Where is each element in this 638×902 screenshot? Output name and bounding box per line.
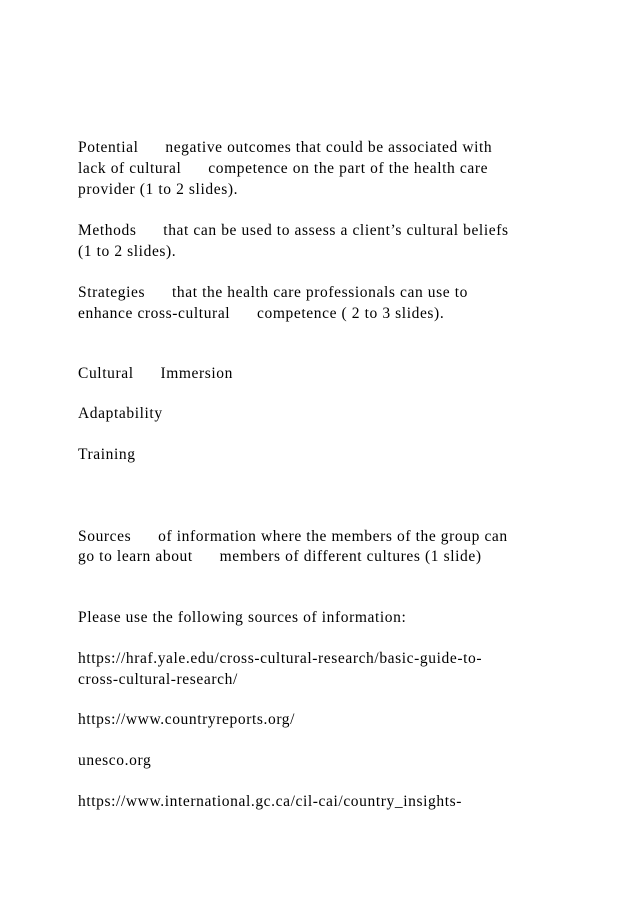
strategies-line-2: enhance cross-cultural competence ( 2 to 3 slides). (78, 305, 445, 322)
source-link-international-gc: https://www.international.gc.ca/cil-cai/country_insights- (78, 793, 463, 810)
sources-line-2: go to learn about members of different cultures (1 slide) (78, 548, 482, 565)
outcomes-line-3: provider (1 to 2 slides). (78, 181, 239, 198)
source-link-countryreports: https://www.countryreports.org/ (78, 711, 296, 728)
sources-intro: Please use the following sources of information: (78, 609, 407, 626)
sources-line-1: Sources of information where the members of the group can (78, 528, 508, 545)
outcomes-line-2: lack of cultural competence on the part of the health care (78, 160, 489, 177)
methods-line-2: (1 to 2 slides). (78, 243, 177, 260)
strategies-line-1: Strategies that the health care professionals can use to (78, 284, 468, 301)
source-link-hraf-line-1: https://hraf.yale.edu/cross-cultural-research/basic-guide-to- (78, 650, 483, 667)
methods-line-1: Methods that can be used to assess a client’s cultural beliefs (78, 222, 509, 239)
source-link-unesco: unesco.org (78, 752, 152, 769)
source-link-hraf-line-2: cross-cultural-research/ (78, 671, 238, 688)
strategy-item-training: Training (78, 446, 136, 463)
strategy-item-adaptability: Adaptability (78, 405, 163, 422)
outcomes-line-1: Potential negative outcomes that could be associated with (78, 139, 493, 156)
strategy-item-cultural-immersion: Cultural Immersion (78, 365, 234, 382)
